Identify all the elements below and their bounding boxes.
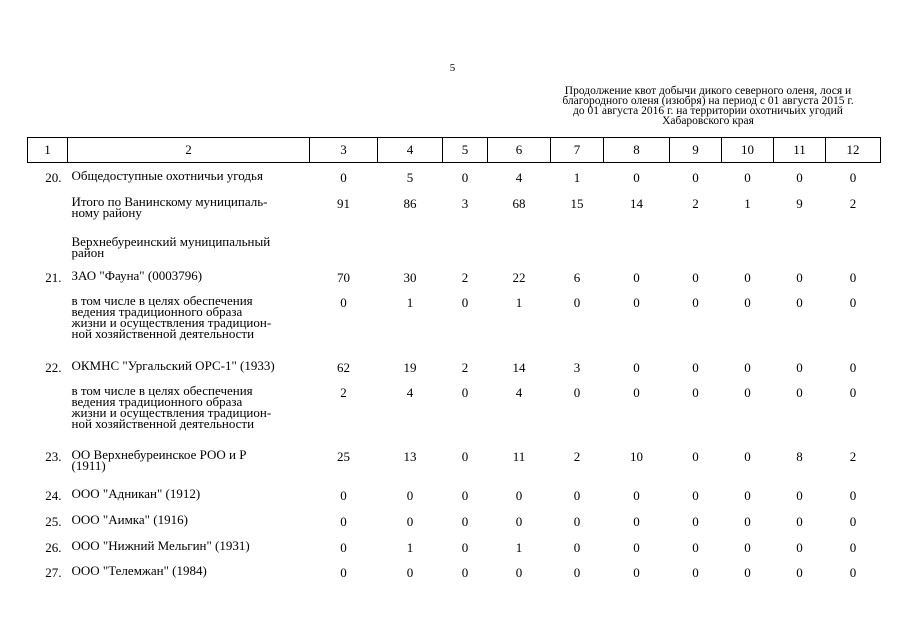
quota-value: 0 [633, 384, 640, 400]
caption-line: Хабаровского края [662, 115, 754, 127]
quota-value: 0 [692, 487, 699, 503]
quota-value [551, 229, 604, 263]
quota-value: 0 [796, 513, 803, 529]
quota-value: 0 [744, 539, 751, 555]
quota-value: 0 [461, 564, 469, 580]
table-row [28, 353, 881, 378]
quota-value: 0 [461, 487, 469, 503]
header-cell: 12 [826, 138, 881, 163]
quota-value: 0 [849, 170, 857, 185]
caption-line: до 01 августа 2016 г. на территории охотничьих угодий [573, 105, 843, 117]
quota-value: 0 [461, 384, 469, 400]
quota-value: 0 [796, 564, 803, 580]
header-cell: 1 [28, 138, 68, 163]
quota-value [310, 229, 378, 263]
quota-value: 0 [461, 513, 469, 529]
quota-value: 15 [570, 195, 584, 211]
quota-value: 5 [406, 170, 414, 185]
quota-value: 2 [461, 359, 469, 375]
quota-value: 0 [340, 170, 347, 185]
quota-value: 0 [692, 448, 699, 464]
header-cell: 5 [443, 138, 488, 163]
table-row [28, 229, 881, 263]
name-line: жизни и осуществления традицион- [71, 314, 272, 330]
caption-line: Продолжение квот добычи дикого северного оленя, лося и [564, 85, 852, 97]
hunting-ground-name [68, 163, 310, 189]
quota-value: 0 [461, 539, 469, 555]
quota-value: 0 [633, 294, 640, 310]
name-line: Верхнебуреинский муниципальный [71, 233, 271, 249]
quota-value: 0 [515, 487, 523, 503]
name-line: ной хозяйственной деятельности [71, 415, 255, 431]
quota-value: 0 [744, 170, 751, 185]
quota-value: 0 [692, 359, 699, 375]
quota-value: 62 [337, 359, 350, 375]
quota-value: 1 [406, 294, 414, 310]
hunting-ground-name [68, 558, 310, 583]
row-number: 22. [45, 359, 62, 375]
quota-value: 0 [744, 384, 751, 400]
quota-value: 0 [406, 564, 414, 580]
quota-value: 0 [849, 487, 857, 503]
quota-value: 0 [633, 269, 640, 285]
row-number: 23. [45, 448, 62, 464]
name-line: ООО "Нижний Мельгин" (1931) [71, 537, 250, 553]
name-line: в том числе в целях обеспечения [71, 382, 253, 398]
quota-value: 0 [692, 170, 699, 185]
hunting-ground-name [68, 263, 310, 288]
quota-value: 2 [849, 195, 857, 211]
row-number [28, 288, 68, 353]
name-line: район [71, 244, 105, 260]
quota-value: 3 [573, 359, 581, 375]
quota-value: 0 [744, 564, 751, 580]
header-cell: 3 [310, 138, 378, 163]
quota-value: 25 [337, 448, 350, 464]
table-row [28, 189, 881, 229]
name-line: ЗАО "Фауна" (0003796) [71, 267, 203, 283]
name-line: ведения традиционного образа [71, 303, 243, 319]
quota-value: 0 [340, 294, 347, 310]
quota-value: 0 [515, 564, 523, 580]
row-number: 27. [45, 564, 62, 580]
hunting-ground-name [68, 353, 310, 378]
quota-value: 86 [403, 195, 417, 211]
quota-value: 0 [692, 294, 699, 310]
quota-value: 8 [796, 448, 803, 464]
table-row [28, 263, 881, 288]
hunting-ground-name [68, 507, 310, 533]
row-number [28, 378, 68, 442]
quota-value: 9 [796, 195, 803, 211]
quota-value: 0 [849, 384, 857, 400]
quota-value [378, 229, 443, 263]
quota-value: 0 [796, 294, 803, 310]
quota-value: 0 [849, 513, 857, 529]
quota-value: 14 [512, 359, 526, 375]
table-row [28, 288, 881, 353]
hunting-ground-name [68, 288, 310, 353]
quota-value: 0 [633, 564, 640, 580]
table-caption [536, 86, 880, 126]
quota-value: 4 [406, 384, 414, 400]
quota-value: 0 [633, 539, 640, 555]
quota-value: 1 [744, 195, 751, 211]
quota-value: 1 [515, 294, 523, 310]
row-number: 21. [45, 269, 62, 285]
name-line: ООО "Аимка" (1916) [71, 511, 188, 527]
hunting-ground-name [68, 229, 310, 263]
quota-value: 3 [461, 195, 469, 211]
header-cell: 2 [68, 138, 310, 163]
quota-value: 0 [849, 269, 857, 285]
quota-value: 0 [744, 513, 751, 529]
quota-value: 0 [573, 539, 581, 555]
quota-value: 0 [796, 170, 803, 185]
quota-value: 0 [849, 539, 857, 555]
quota-value: 22 [512, 269, 526, 285]
hunting-ground-name [68, 481, 310, 507]
page-number: 5 [449, 62, 456, 74]
header-cell: 10 [722, 138, 774, 163]
quota-value: 0 [692, 384, 699, 400]
quota-value: 0 [340, 539, 347, 555]
quota-value: 0 [744, 294, 751, 310]
quota-value: 1 [406, 539, 414, 555]
header-cell: 4 [378, 138, 443, 163]
hunting-ground-name [68, 378, 310, 442]
quota-value [488, 229, 551, 263]
quota-value: 14 [630, 195, 643, 211]
quota-value: 0 [849, 564, 857, 580]
quota-value [774, 229, 826, 263]
quota-value: 2 [340, 384, 347, 400]
row-number: 24. [45, 487, 62, 503]
quota-value: 0 [573, 384, 581, 400]
quota-value: 0 [849, 294, 857, 310]
quota-value: 68 [512, 195, 526, 211]
hunting-ground-name [68, 442, 310, 481]
quota-value: 0 [633, 170, 640, 185]
quota-value: 0 [633, 359, 640, 375]
table-body [28, 163, 881, 583]
name-line: ОО Верхнебуреинское РОО и Р [71, 446, 247, 462]
quota-value: 2 [849, 448, 857, 464]
quota-value: 10 [630, 448, 643, 464]
quota-value: 0 [461, 294, 469, 310]
quota-value: 0 [692, 513, 699, 529]
quota-value: 6 [573, 269, 581, 285]
quota-value: 0 [849, 359, 857, 375]
quota-value: 0 [406, 487, 414, 503]
table-header-row [28, 138, 881, 163]
quota-value [443, 229, 488, 263]
hunting-ground-name [68, 533, 310, 558]
quota-value: 0 [744, 487, 751, 503]
name-line: ному району [71, 204, 142, 220]
quota-value: 2 [573, 448, 581, 464]
name-line: Общедоступные охотничьи угодья [71, 168, 263, 183]
quota-value: 4 [515, 170, 523, 185]
quota-value: 11 [512, 448, 526, 464]
header-cell: 6 [488, 138, 551, 163]
quota-value: 0 [573, 513, 581, 529]
row-number [28, 229, 68, 263]
hunting-ground-name [68, 189, 310, 229]
quota-value: 91 [337, 195, 350, 211]
quota-value [670, 229, 722, 263]
quota-value: 0 [796, 487, 803, 503]
quota-value: 2 [692, 195, 699, 211]
quota-value: 0 [340, 487, 347, 503]
quota-value: 0 [633, 487, 640, 503]
quota-value: 0 [340, 513, 347, 529]
quota-value: 0 [796, 384, 803, 400]
quota-value: 0 [692, 269, 699, 285]
quota-value: 0 [573, 487, 581, 503]
quota-value: 0 [515, 513, 523, 529]
name-line: Итого по Ванинскому муниципаль- [71, 193, 268, 209]
quota-value [604, 229, 670, 263]
quota-value: 0 [744, 269, 751, 285]
quota-value: 0 [692, 539, 699, 555]
row-number: 20. [45, 170, 62, 185]
quota-value: 1 [515, 539, 523, 555]
row-number: 25. [45, 513, 62, 529]
row-number: 26. [45, 539, 62, 555]
quota-value: 4 [515, 384, 523, 400]
quota-value: 70 [337, 269, 350, 285]
name-line: ведения традиционного образа [71, 393, 243, 409]
quota-value: 0 [573, 294, 581, 310]
name-line: жизни и осуществления традицион- [71, 404, 272, 420]
name-line: ной хозяйственной деятельности [71, 325, 255, 341]
quota-value: 30 [403, 269, 417, 285]
quota-value: 0 [796, 359, 803, 375]
name-line: (1911) [71, 457, 106, 473]
quota-value: 19 [403, 359, 417, 375]
quota-value [722, 229, 774, 263]
table-row [28, 481, 881, 507]
quota-value: 0 [796, 269, 803, 285]
caption-line: благородного оленя (изюбря) на период с 01 августа 2015 г. [562, 95, 854, 107]
table-row [28, 507, 881, 533]
table-row [28, 163, 881, 189]
quota-value: 0 [573, 564, 581, 580]
quota-value [826, 229, 881, 263]
table-row [28, 533, 881, 558]
quota-value: 0 [744, 359, 751, 375]
table-row [28, 378, 881, 442]
header-cell: 9 [670, 138, 722, 163]
quota-table [27, 137, 881, 583]
header-cell: 7 [551, 138, 604, 163]
header-cell: 8 [604, 138, 670, 163]
name-line: ООО "Телемжан" (1984) [71, 562, 207, 578]
quota-value: 0 [461, 448, 469, 464]
quota-value: 0 [340, 564, 347, 580]
name-line: в том числе в целях обеспечения [71, 292, 253, 308]
header-cell: 11 [774, 138, 826, 163]
table-row [28, 558, 881, 583]
quota-value: 0 [461, 170, 469, 185]
quota-value: 0 [744, 448, 751, 464]
quota-value: 13 [403, 448, 417, 464]
quota-value: 2 [461, 269, 469, 285]
quota-value: 1 [573, 170, 581, 185]
name-line: ООО "Адникан" (1912) [71, 485, 201, 501]
quota-value: 0 [692, 564, 699, 580]
table-row [28, 442, 881, 481]
quota-value: 0 [633, 513, 640, 529]
row-number [28, 189, 68, 229]
quota-value: 0 [796, 539, 803, 555]
name-line: ОКМНС "Ургальский ОРС-1" (1933) [71, 357, 275, 373]
quota-value: 0 [406, 513, 414, 529]
